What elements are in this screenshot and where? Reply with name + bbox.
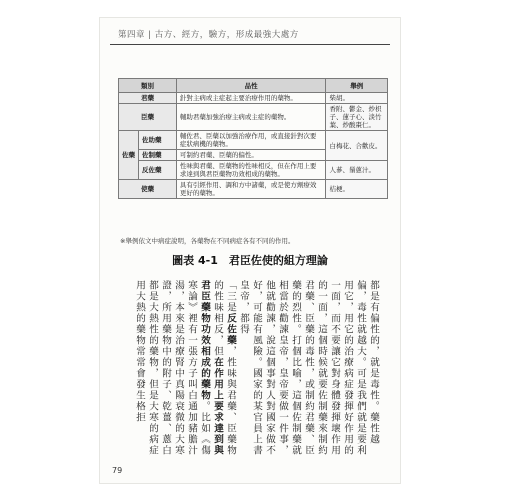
cell-subcategory: 反佐藥 bbox=[139, 161, 177, 180]
jun-chen-zuo-shi-table bbox=[118, 78, 388, 199]
cell-subcategory: 佐助藥 bbox=[139, 131, 177, 150]
header-rule bbox=[110, 44, 390, 45]
table-header-row bbox=[119, 79, 388, 93]
header-property: 品性 bbox=[176, 79, 326, 93]
text-run: 「三是 bbox=[225, 280, 236, 313]
header-category: 類別 bbox=[119, 79, 177, 93]
cell-category-zuo: 佐藥 bbox=[119, 131, 139, 180]
cell-category: 臣藥 bbox=[119, 104, 177, 131]
table-row bbox=[119, 180, 388, 199]
body-text-vertical bbox=[112, 280, 380, 456]
text-run: ，性味與君藥、臣藥物的性味相反，但 bbox=[212, 280, 236, 456]
cell-example: 香附、鬱金、炒枳子、蓮子心、淡竹葉、炒酸棗仁。 bbox=[326, 104, 388, 131]
highlight-phrase: 在作用上要求達到與君臣藥物功效相成的藥物 bbox=[199, 280, 223, 456]
book-page bbox=[100, 18, 400, 483]
cell-category: 使藥 bbox=[119, 180, 177, 199]
cell-property: 具有引經作用、調和方中諸藥，或是使方劑療效更好的藥物。 bbox=[176, 180, 326, 199]
cell-property: 輔佐君、臣藥以加強治療作用，或直接針對次要症狀病機的藥物。 bbox=[176, 131, 326, 150]
cell-property: 可制約君藥、臣藥的偏性。 bbox=[176, 150, 326, 161]
cell-example: 白梅花、合歡皮。 bbox=[326, 131, 388, 161]
cell-example: 桔梗。 bbox=[326, 180, 388, 199]
table-row bbox=[119, 93, 388, 104]
cell-subcategory: 佐制藥 bbox=[139, 150, 177, 161]
table-row bbox=[119, 131, 388, 150]
paragraph: 都是有偏性的，就是毒性。藥性越偏，毒性就越大。可是我們就是要利用它，用它的治療病症發揮好作用的一面，而不要讓它對身體發揮壞作用的一面，這個時候就要佐制藥來制約君藥、臣藥的毒性，或制約君藥、臣藥的烈性。打個比喻，這個佐制藥就相當於勸諫皇帝，皇帝要做一件事，他就勸諫，說這個事對人對國家做不好，可能有風險。國家的某官員上書皇帝，都得 bbox=[238, 280, 379, 456]
table-footnote: ※舉例依文中病症說明，各藥物在不同病症各有不同的作用。 bbox=[120, 237, 295, 245]
cell-example: 人蔘、鬚蔥汁。 bbox=[326, 161, 388, 180]
cell-category: 君藥 bbox=[119, 93, 177, 104]
chapter-header: 第四章 | 古方、經方，驗方，形成最強大處方 bbox=[118, 30, 299, 40]
cell-property: 針對主病或主症起主要治療作用的藥物。 bbox=[176, 93, 326, 104]
cell-property: 輔助君藥加強治療主病或主症的藥物。 bbox=[176, 104, 326, 131]
cell-example: 柴胡。 bbox=[326, 93, 388, 104]
highlight-term: 反佐藥 bbox=[225, 313, 236, 346]
table-row bbox=[119, 104, 388, 131]
text-run: 。比如《傷寒論》裡有一張方子叫白通加豬膽汁湯，本來是治療腎中真陽衰微的大寒證，所用藥物中的附子、乾薑、蔥白都是大熱性的藥物，但是大寒的病症用大熱的藥物常常會發生格拒 bbox=[134, 280, 210, 456]
page-number: 79 bbox=[112, 466, 123, 475]
header-example: 舉例 bbox=[326, 79, 388, 93]
cell-property: 性味與君藥、臣藥物的性味相反，但在作用上要求達到與君臣藥物功效相成的藥物。 bbox=[176, 161, 326, 180]
figure-caption: 圖表 4-1 君臣佐使的組方理論 bbox=[172, 254, 328, 267]
table-row bbox=[119, 161, 388, 180]
paragraph bbox=[133, 280, 237, 456]
